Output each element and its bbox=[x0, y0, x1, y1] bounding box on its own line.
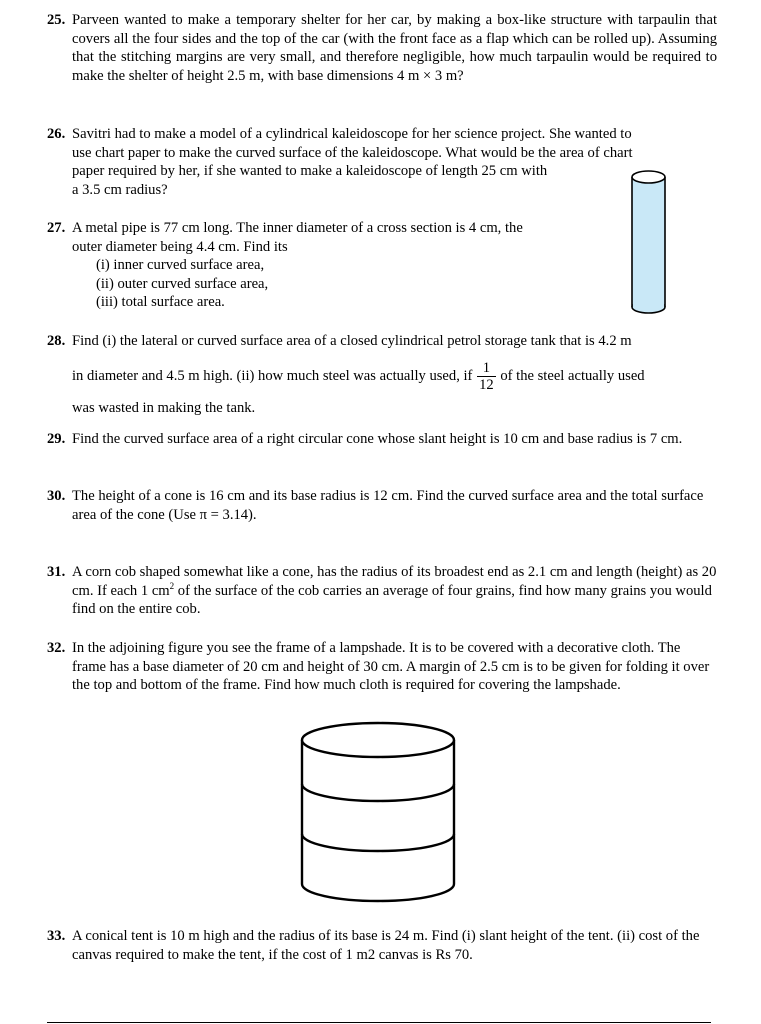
lampshade-top-rim bbox=[302, 723, 454, 757]
question-part: (i) inner curved surface area, bbox=[96, 257, 265, 274]
question-32 bbox=[47, 639, 717, 695]
question-29 bbox=[47, 430, 717, 449]
question-text-part: of the surface of the cob carries an average of four grains, find how many grains you would find on the entire cob. bbox=[72, 582, 712, 618]
question-text: In the adjoining figure you see the frame of a lampshade. It is to be covered with a decorative cloth. The frame has a base diameter of 20 cm and height of 30 cm. A margin of 2.5 cm is to be given for folding it over the top and bottom of the frame. Find how much cloth is required for covering the lampshade. bbox=[72, 640, 710, 694]
question-number: 28. bbox=[47, 333, 66, 349]
question-text: Parveen wanted to make a temporary shelter for her car, by making a box-like structure with tarpaulin that covers all the four sides and the top of the car (with the front face as a flap which can be rolled up). Assuming that the stitching margins are very small, and therefore negligible, how much tarpaulin would be required to make the shelter of height 2.5 m, with base dimensions 4 m × 3 m? bbox=[72, 12, 717, 84]
question-line: Find (i) the lateral or curved surface area of a closed cylindrical petrol storage tank that is 4.2 m bbox=[72, 333, 632, 349]
lampshade-outline bbox=[302, 740, 454, 901]
question-part: (ii) outer curved surface area, bbox=[96, 275, 269, 292]
question-25 bbox=[47, 11, 717, 85]
question-number: 33. bbox=[47, 928, 66, 944]
question-text: Find the curved surface area of a right circular cone whose slant height is 10 cm and base radius is 7 cm. bbox=[72, 431, 683, 447]
question-number: 26. bbox=[47, 126, 66, 142]
question-number: 31. bbox=[47, 564, 66, 580]
question-text-part: A corn cob shaped somewhat like a cone, has the radius of its broadest end as 2.1 cm and length (height) as 20 cm. If each 1 cm bbox=[72, 564, 717, 599]
question-line: paper required by her, if she wanted to make a kaleidoscope of length 25 cm with bbox=[72, 163, 548, 180]
fraction-denominator: 12 bbox=[479, 376, 494, 393]
question-line-part: of the steel actually used bbox=[500, 367, 645, 384]
page-bottom-rule bbox=[47, 1022, 711, 1023]
question-31 bbox=[47, 563, 717, 619]
question-text: The height of a cone is 16 cm and its base radius is 12 cm. Find the curved surface area and the total surface area of the cone (Use π = 3.14). bbox=[72, 488, 704, 523]
lampshade-figure bbox=[296, 720, 460, 908]
question-line: use chart paper to make the curved surface of the kaleidoscope. What would be the area of chart bbox=[72, 144, 633, 161]
question-number: 27. bbox=[47, 220, 66, 236]
question-line: Savitri had to make a model of a cylindrical kaleidoscope for her science project. She wanted to bbox=[72, 126, 632, 142]
question-text: A conical tent is 10 m high and the radius of its base is 24 m. Find (i) slant height of the tent. (ii) cost of the canvas required to make the tent, if the cost of 1 m2 canvas is Rs 70. bbox=[72, 928, 700, 963]
question-30 bbox=[47, 487, 717, 524]
fraction-numerator: 1 bbox=[477, 360, 496, 377]
question-33 bbox=[47, 927, 717, 964]
question-number: 29. bbox=[47, 431, 66, 447]
lampshade-ring-upper bbox=[302, 784, 454, 801]
lampshade-ring-lower bbox=[302, 834, 454, 851]
question-line: a 3.5 cm radius? bbox=[72, 181, 168, 198]
question-number: 30. bbox=[47, 488, 66, 504]
question-line bbox=[72, 360, 717, 393]
question-28 bbox=[47, 332, 717, 417]
question-line: outer diameter being 4.4 cm. Find its bbox=[72, 238, 288, 255]
question-line-part: in diameter and 4.5 m high. (ii) how much steel was actually used, if bbox=[72, 367, 473, 384]
question-line: was wasted in making the tank. bbox=[72, 399, 256, 416]
superscript: 2 bbox=[169, 580, 175, 591]
question-number: 32. bbox=[47, 640, 66, 656]
question-number: 25. bbox=[47, 12, 66, 28]
fraction bbox=[477, 360, 496, 393]
question-27 bbox=[47, 219, 717, 312]
kaleidoscope-top bbox=[632, 171, 665, 183]
question-part: (iii) total surface area. bbox=[96, 294, 225, 311]
question-text bbox=[72, 563, 717, 619]
question-26 bbox=[47, 125, 717, 199]
question-line: A metal pipe is 77 cm long. The inner diameter of a cross section is 4 cm, the bbox=[72, 220, 523, 236]
